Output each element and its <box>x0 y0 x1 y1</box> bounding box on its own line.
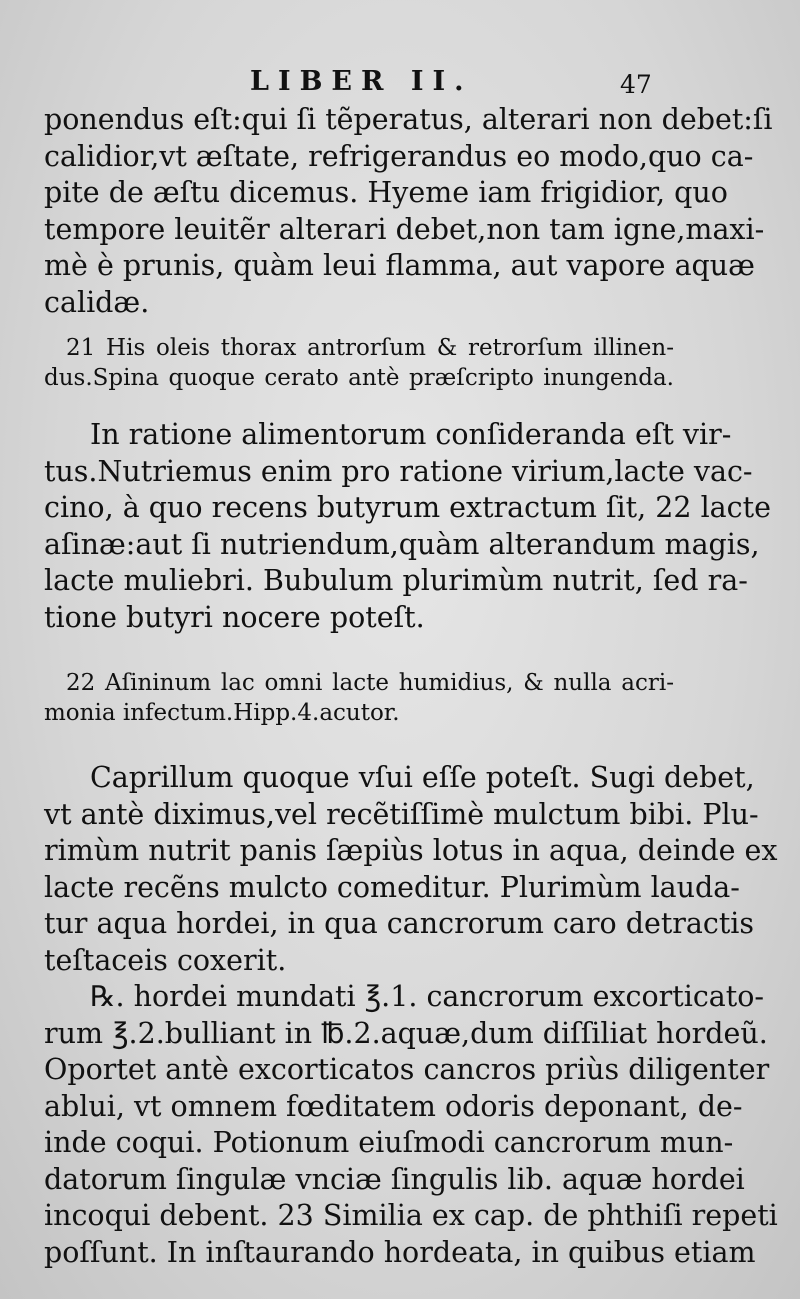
running-title: LIBER II. <box>250 66 473 97</box>
note-line: 22 Aſininum lac omni lacte humidius, & nulla acri- <box>66 670 674 696</box>
text-line: Oportet antè excorticatos cancros priùs diligenter <box>44 1053 770 1086</box>
paragraph-3 <box>44 760 778 979</box>
text-line: lacte recẽns mulcto comeditur. Plurimùm lauda- <box>44 870 740 904</box>
text-line: Caprillum quoque vſui eſſe poteſt. Sugi debet, <box>90 761 755 794</box>
text-line: tur aqua hordei, in qua cancrorum caro detractis <box>44 907 755 940</box>
text-line: calidæ. <box>44 285 150 319</box>
text-line: poſſunt. In inſtaurando hordeata, in quibus etiam <box>44 1235 756 1269</box>
text-line: rum ℥.2.bulliant in ℔.2.aquæ,dum diſſiliat hordeũ. <box>44 1016 768 1050</box>
text-line: vt antè diximus,vel recẽtiſſimè mulctum bibi. Plu- <box>44 797 759 831</box>
text-line: rimùm nutrit panis ſæpiùs lotus in aqua, deinde ex <box>44 834 778 867</box>
text-line: aſinæ:aut ſi nutriendum,quàm alterandum magis, <box>44 527 760 561</box>
text-line: teſtaceis coxerit. <box>44 943 287 977</box>
footnote-21 <box>44 333 674 393</box>
paragraph-2 <box>44 417 771 636</box>
text-line: mè è prunis, quàm leui flamma, aut vapore aquæ <box>44 249 755 282</box>
text-line: ℞. hordei mundati ℥.1. cancrorum excorticato- <box>90 980 765 1013</box>
text-line: pite de æſtu dicemus. Hyeme iam frigidior, quo <box>44 176 728 209</box>
recipe <box>44 979 778 1271</box>
note-line: monia infectum.Hipp.4.acutor. <box>44 700 400 726</box>
text-line: datorum ſingulæ vnciæ ſingulis lib. aquæ hordei <box>44 1162 745 1196</box>
paragraph-1 <box>44 102 773 321</box>
text-body <box>44 102 778 1271</box>
text-line: tempore leuitẽr alterari debet,non tam igne,maxi- <box>44 212 765 246</box>
note-line: dus.Spina quoque cerato antè præſcripto inungenda. <box>44 365 674 391</box>
page-number: 47 <box>620 70 652 99</box>
text-line: incoqui debent. 23 Similia ex cap. de phthiſi repeti <box>44 1199 778 1232</box>
page-header <box>0 66 800 106</box>
text-line: ablui, vt omnem fœditatem odoris deponant, de- <box>44 1089 743 1123</box>
text-line: In ratione alimentorum conſideranda eſt vir- <box>90 418 732 451</box>
footnote-22 <box>44 668 674 728</box>
text-line: lacte muliebri. Bubulum plurimùm nutrit, ſed ra- <box>44 564 748 597</box>
text-line: tione butyri nocere poteſt. <box>44 600 425 634</box>
note-line: 21 His oleis thorax antrorſum & retrorſum illinen- <box>66 335 674 361</box>
text-line: tus.Nutriemus enim pro ratione virium,lacte vac- <box>44 454 753 488</box>
text-line: cino, à quo recens butyrum extractum ſit, 22 lacte <box>44 491 771 524</box>
text-line: ponendus eſt:qui ſi tẽperatus, alterari non debet:ſi <box>44 103 773 136</box>
text-line: calidior,vt æſtate, refrigerandus eo modo,quo ca- <box>44 139 754 173</box>
text-line: inde coqui. Potionum eiuſmodi cancrorum mun- <box>44 1126 734 1159</box>
